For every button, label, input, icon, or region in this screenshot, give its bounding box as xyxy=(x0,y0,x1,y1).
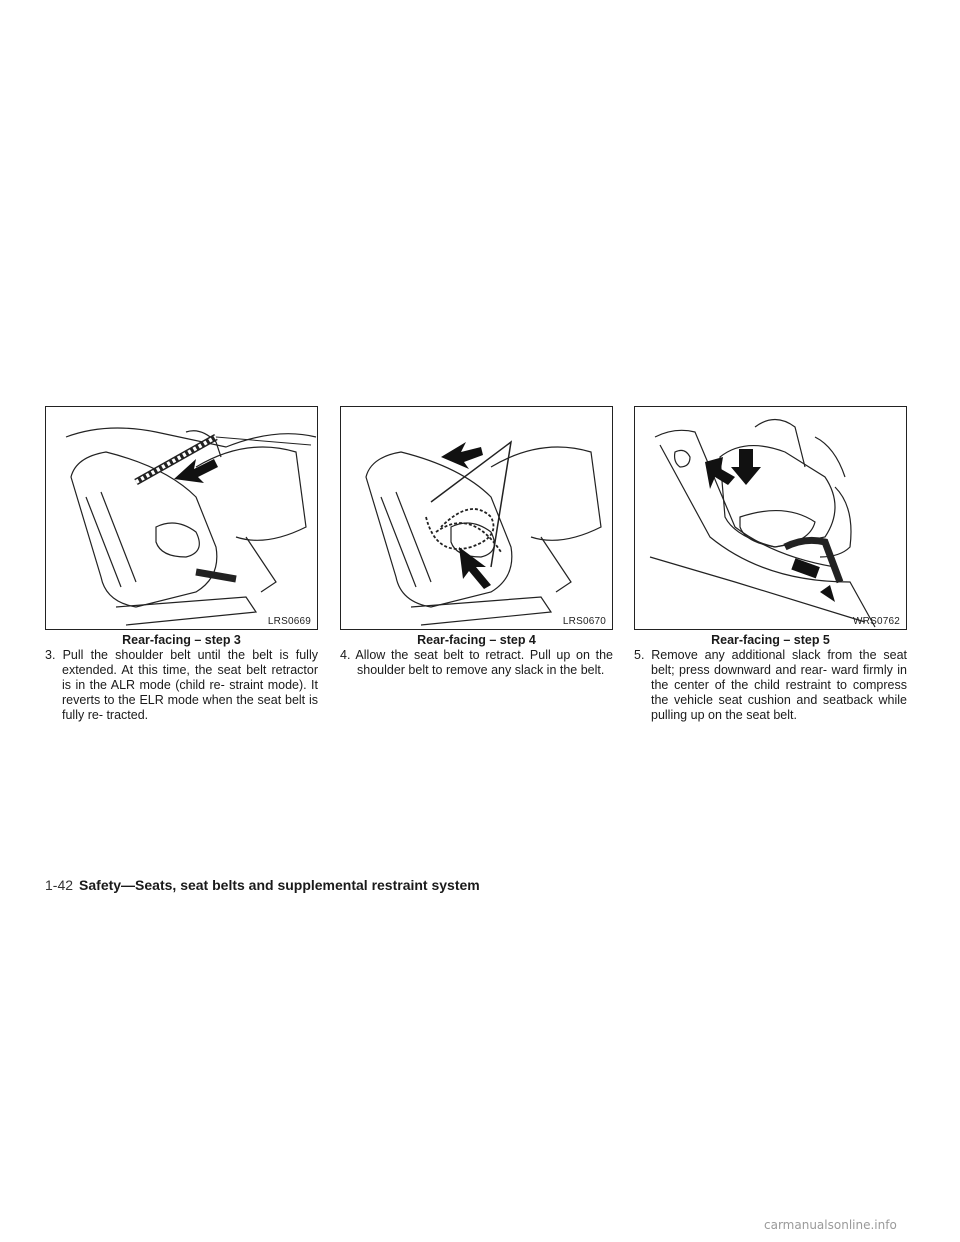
page-footer xyxy=(45,877,480,893)
step-text: 5. Remove any additional slack from the seat belt; press downward and rear- ward firmly in the center of the child restraint to compress the vehicle seat cushion and seatback while pulling up on the seat belt. xyxy=(634,648,907,722)
figure-caption: Rear-facing – step 3 xyxy=(122,633,241,647)
figure-caption: Rear-facing – step 4 xyxy=(417,633,536,647)
figure-code: WRS0762 xyxy=(853,616,900,627)
watermark: carmanualsonline.info xyxy=(764,1218,897,1232)
figure-caption: Rear-facing – step 5 xyxy=(711,633,830,647)
step-text: 4. Allow the seat belt to retract. Pull up on the shoulder belt to remove any slack in the belt. xyxy=(340,648,613,677)
illustration-step-3 xyxy=(46,407,317,629)
step-4-column xyxy=(340,406,613,678)
step-3-column xyxy=(45,406,318,723)
step-text: 3. Pull the shoulder belt until the belt is fully extended. At this time, the seat belt retractor is in the ALR mode (child re- straint mode). It reverts to the ELR mode when the seat belt is fully re- tracted. xyxy=(45,648,318,722)
figure-step-5 xyxy=(634,406,907,630)
figure-step-3 xyxy=(45,406,318,630)
section-title: Safety—Seats, seat belts and supplemental restraint system xyxy=(79,877,480,893)
page-number: 1-42 xyxy=(45,877,74,893)
figure-code: LRS0670 xyxy=(562,616,606,627)
illustration-step-4 xyxy=(341,407,612,629)
illustration-step-5 xyxy=(635,407,906,629)
step-5-column xyxy=(634,406,907,723)
figure-step-4 xyxy=(340,406,613,630)
figure-code: LRS0669 xyxy=(267,616,311,627)
